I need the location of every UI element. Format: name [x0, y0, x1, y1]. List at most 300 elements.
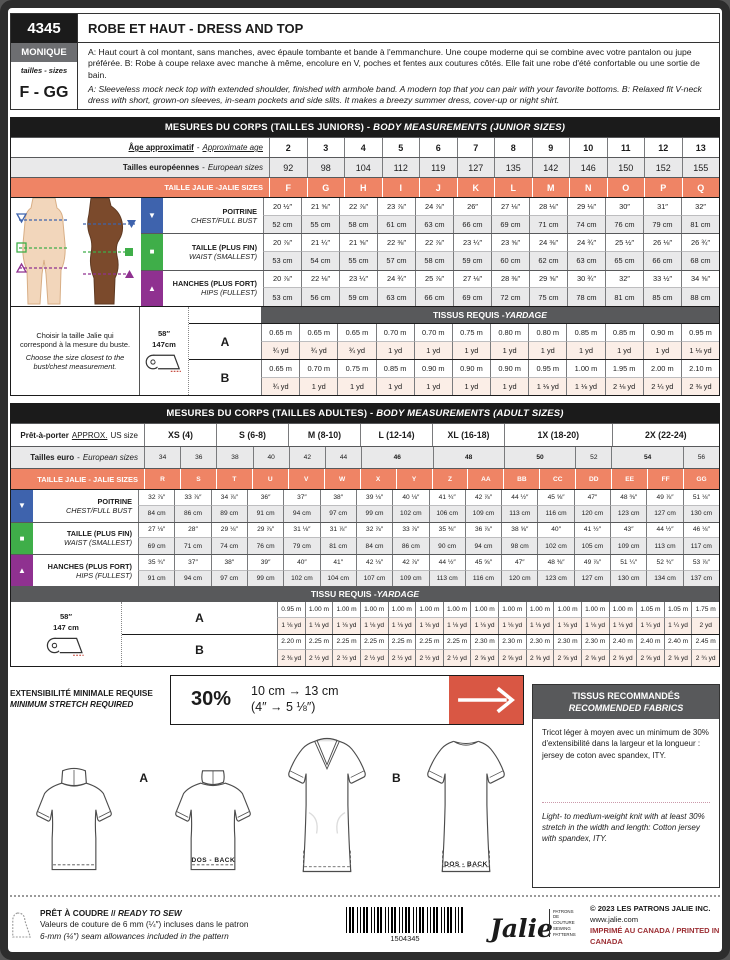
adult-view-a-meters-cell: 1.00 m [553, 602, 581, 618]
junior-view-b-meters-cell: 1.00 m [566, 360, 604, 378]
junior-hips-cm-cell: 56 cm [301, 288, 339, 306]
junior-chest-inches-cell: 30″ [605, 198, 643, 216]
junior-waist-inches-cell: 24 ⅜″ [529, 234, 567, 252]
adult-view-b-meters-cell: 2.25 m [388, 635, 416, 651]
view-b-back-label: DOS - BACK [444, 861, 488, 868]
adult-chest-inches-cell: 37″ [283, 490, 319, 506]
hips-label-en: HIPS (FULLEST) [201, 288, 257, 298]
junior-view-a-meters-cell: 0.80 m [528, 324, 566, 342]
junior-age-cell: 8 [494, 138, 532, 157]
fabrics-box-header [533, 685, 719, 719]
adult-waist-cm-cell: 74 cm [211, 538, 247, 554]
junior-chest-inches-cell: 22 ⅞″ [339, 198, 377, 216]
adult-chest-inches-cell: 36″ [247, 490, 283, 506]
junior-jalie-size-cell: G [307, 178, 345, 197]
waist-marker-icon [11, 523, 33, 554]
adult-hips-cm-cell: 123 cm [537, 571, 573, 587]
adult-hips-cm-cell: 127 cm [574, 571, 610, 587]
adult-chest-inches-cell: 51 ⅛″ [683, 490, 719, 506]
junior-waist-inches-cell: 23 ¼″ [453, 234, 491, 252]
adult-waist-cm-cell: 81 cm [320, 538, 356, 554]
junior-yardage-section [11, 306, 719, 395]
recommended-fabrics-box [532, 684, 720, 888]
adult-view-b-yards-cell: 2 ⅝ yd [581, 650, 609, 666]
adult-view-a-meters-cell: 1.75 m [691, 602, 719, 618]
adult-hips-cm-cell: 137 cm [683, 571, 719, 587]
adult-measurement-rows [11, 489, 719, 586]
adult-view-a-meters-cell: 1.00 m [415, 602, 443, 618]
adult-jalie-size-cell: X [360, 469, 396, 489]
junior-measurement-rows [11, 197, 719, 306]
adult-hips-inches-cell: 47″ [501, 555, 537, 571]
adult-jalie-size-cell: S [180, 469, 216, 489]
junior-waist-inches-cell: 26 ¾″ [681, 234, 719, 252]
junior-chest-cm-cell: 69 cm [491, 216, 529, 234]
adult-euro-label: Tailles euro - European sizes [30, 453, 138, 463]
adult-hips-inches-cell: 45 ⅝″ [465, 555, 501, 571]
adult-view-b-yards-cell: 2 ⅝ yd [636, 650, 664, 666]
adult-jalie-size-cell: EE [611, 469, 647, 489]
adult-hips-inches-cell: 39″ [247, 555, 283, 571]
view-b-back-drawing [416, 729, 516, 886]
page-title: ROBE ET HAUT - DRESS AND TOP [78, 14, 719, 43]
adult-hips-cm-cell: 94 cm [174, 571, 210, 587]
adult-us-size-cell: M (8-10) [288, 424, 360, 446]
garment-line-drawings [10, 725, 524, 888]
junior-waist-inches-cell: 23 ⅝″ [491, 234, 529, 252]
adult-view-b-meters-cell: 2.30 m [526, 635, 554, 651]
adult-chest-inches-cell: 33 ⅞″ [174, 490, 210, 506]
junior-waist-cm-cell: 65 cm [605, 252, 643, 270]
adult-hips-inches-cell: 42 ⅞″ [392, 555, 428, 571]
adult-chest-cm-cell: 97 cm [320, 506, 356, 522]
junior-age-cell: 10 [569, 138, 607, 157]
junior-jalie-size-cell: K [457, 178, 495, 197]
adult-view-a-meters-cell: 1.05 m [636, 602, 664, 618]
fabrics-title-fr: TISSUS RECOMMANDÉS [572, 691, 680, 701]
size-range: F - GG [19, 84, 69, 101]
description [78, 43, 719, 111]
adult-chest-inches-cell: 41 ¾″ [429, 490, 465, 506]
adult-waist-cm-cell: 84 cm [356, 538, 392, 554]
junior-view-a-yardage-row [189, 323, 719, 359]
adult-view-b-meters-cell: 2.25 m [360, 635, 388, 651]
fabric-roll-icon [46, 634, 86, 657]
junior-waist-inches-cell: 24 ¾″ [567, 234, 605, 252]
junior-hips-inches-cell: 23 ¼″ [339, 271, 377, 289]
adult-waist-cm-cell: 109 cm [610, 538, 646, 554]
junior-title-en: BODY MEASUREMENTS (JUNIOR SIZES) [373, 122, 566, 133]
waist-label-fr: TAILLE (PLUS FIN) [191, 242, 257, 252]
adult-view-a-meters-cell: 0.95 m [277, 602, 305, 618]
junior-view-a-meters-cell: 0.65 m [261, 324, 299, 342]
junior-age-cell: 11 [607, 138, 645, 157]
header [10, 13, 720, 110]
adult-chest-inches-cell: 44 ½″ [501, 490, 537, 506]
adult-chest-cm-cell: 91 cm [247, 506, 283, 522]
junior-view-a-yards-cell: ¾ yd [261, 342, 299, 360]
junior-chest-inches-cell: 29 ⅛″ [567, 198, 605, 216]
adult-view-a-yards-cell: 1 ⅛ yd [332, 618, 360, 634]
junior-jalie-size-cell: P [644, 178, 682, 197]
junior-age-cell: 6 [419, 138, 457, 157]
adult-title-en: BODY MEASUREMENTS (ADULT SIZES) [376, 408, 564, 420]
adult-view-a-meters-cell: 1.00 m [609, 602, 637, 618]
junior-view-b-yards-cell: 1 yd [299, 378, 337, 396]
fabric-width-inches: 58″ [157, 329, 171, 339]
junior-chest-inches-cell: 24 ⅞″ [415, 198, 453, 216]
junior-hips-cm-cell: 72 cm [491, 288, 529, 306]
junior-hips-cm-cell: 88 cm [681, 288, 719, 306]
junior-euro-size-cell: 112 [382, 158, 420, 177]
adult-waist-inches-cell: 40″ [537, 523, 573, 539]
adult-euro-size-cell: 54 [611, 447, 682, 468]
adult-chest-inches-cell: 38″ [320, 490, 356, 506]
junior-jalie-row [11, 177, 719, 197]
junior-view-b-meters-cell: 0.90 m [414, 360, 452, 378]
junior-waist-cm-cell: 62 cm [529, 252, 567, 270]
adult-measurements-table [10, 403, 720, 667]
junior-waist-cm-cell: 60 cm [491, 252, 529, 270]
adult-hips-inches-cell: 42 ⅛″ [356, 555, 392, 571]
junior-chest-cm-cell: 71 cm [529, 216, 567, 234]
adult-hips-inches-cell: 37″ [174, 555, 210, 571]
adult-waist-row: ■ TAILLE (PLUS FIN) WAIST (SMALLEST) 27 ⅛″ 28″ 29 ⅛″ 29 ⅞″ 31 ⅛″ 31 ⅞″ 32 ⅞″ 33 ⅞″ 35 ⅜″ 36 ⅞″ 38 ⅝″ 40″ 41 ½″ 43″ 44 ½″ 46 ⅛″ 69 cm 71 cm 74 cm 76 cm 79 cm 81 cm 84 cm 86 cm 90 cm 94 cm 98 cm 102 cm 105 cm 109 cm 113 cm 117 cm [11, 522, 719, 554]
junior-jalie-size-cell: F [269, 178, 307, 197]
adult-hips-cm-cell: 102 cm [283, 571, 319, 587]
adult-waist-inches-cell: 28″ [174, 523, 210, 539]
junior-waist-cm-cell: 63 cm [567, 252, 605, 270]
view-b-label: B [220, 370, 230, 385]
body-figures-drawing [11, 198, 141, 306]
adult-euro-size-cell: 44 [325, 447, 361, 468]
adult-view-b-yards-cell: 2 ⅝ yd [553, 650, 581, 666]
junior-waist-cm-cell: 53 cm [263, 252, 301, 270]
adult-view-b-meters-cell: 2.30 m [498, 635, 526, 651]
junior-view-a-yards-cell: 1 yd [643, 342, 681, 360]
view-b-front-drawing [277, 729, 377, 886]
junior-view-a-yards-cell: 1 ⅛ yd [681, 342, 719, 360]
adult-hips-cm-cell: 91 cm [138, 571, 174, 587]
adult-view-b-yards-cell: 2 ½ yd [305, 650, 333, 666]
junior-waist-cm-cell: 68 cm [681, 252, 719, 270]
adult-waist-inches-cell: 29 ⅛″ [211, 523, 247, 539]
adult-view-b-yards-cell: 2 ⅝ yd [664, 650, 692, 666]
adult-view-a-yards-cell: 1 ⅛ yd [443, 618, 471, 634]
adult-jalie-size-cell: T [216, 469, 252, 489]
adult-view-a-yards-cell: 1 ⅛ yd [609, 618, 637, 634]
junior-chest-inches-cell: 26″ [453, 198, 491, 216]
junior-hips-inches-cell: 32″ [605, 271, 643, 289]
adult-jalie-size-cell: GG [683, 469, 719, 489]
junior-view-b-yards-cell: 1 yd [414, 378, 452, 396]
adult-view-b-yards-cell: 2 ⅜ yd [277, 650, 305, 666]
adult-chest-cm-cell: 106 cm [429, 506, 465, 522]
model-name: MONIQUE [11, 43, 77, 62]
adult-chest-cm-cell: 130 cm [683, 506, 719, 522]
junior-view-a-meters-cell: 0.85 m [566, 324, 604, 342]
adult-hips-cm-cell: 130 cm [610, 571, 646, 587]
adult-hips-cm-cell: 107 cm [356, 571, 392, 587]
adult-chest-inches-cell: 34 ⅞″ [211, 490, 247, 506]
junior-hips-inches-cell: 33 ½″ [643, 271, 681, 289]
fabrics-title-en: RECOMMENDED FABRICS [568, 703, 684, 714]
junior-hips-cm-cell: 85 cm [643, 288, 681, 306]
size-selection-note [11, 307, 140, 395]
junior-table-title [11, 118, 719, 137]
junior-view-a-meters-cell: 0.70 m [414, 324, 452, 342]
adult-view-a-yards-cell: 1 ⅛ yd [470, 618, 498, 634]
adult-waist-cm-cell: 105 cm [574, 538, 610, 554]
jalie-logo-tagline: PATRONS DE COUTURE SEWING PATTERNS [549, 909, 580, 938]
junior-chest-cm-cell: 66 cm [453, 216, 491, 234]
adult-waist-inches-cell: 35 ⅜″ [429, 523, 465, 539]
adult-chest-inches-cell: 39 ⅛″ [356, 490, 392, 506]
junior-chest-cm-cell: 55 cm [301, 216, 339, 234]
stretch-arrow-icon [449, 676, 523, 724]
adult-view-b-yards-cell: 2 ⅝ yd [609, 650, 637, 666]
seam-allowance-en: 6-mm (¼″) seam allowances included in the pattern [40, 930, 229, 941]
adult-view-b-meters-cell: 2.25 m [443, 635, 471, 651]
stretch-label-en: MINIMUM STRETCH REQUIRED [10, 699, 134, 709]
junior-waist-inches-cell: 26 ⅛″ [643, 234, 681, 252]
adult-view-b-meters-cell: 2.25 m [305, 635, 333, 651]
junior-hips-cm-cell: 75 cm [529, 288, 567, 306]
junior-chest-cm-cell: 58 cm [339, 216, 377, 234]
junior-hips-inches-cell: 29 ⅝″ [529, 271, 567, 289]
adult-jalie-size-cell: U [252, 469, 288, 489]
junior-euro-size-cell: 152 [644, 158, 682, 177]
adult-jalie-size-cell: W [324, 469, 360, 489]
adult-jalie-size-cell: Y [396, 469, 432, 489]
adult-euro-size-cell: 42 [289, 447, 325, 468]
adult-view-b-meters-cell: 2.20 m [277, 635, 305, 651]
junior-view-a-meters-cell: 0.70 m [376, 324, 414, 342]
note-french: Choisir la taille Jalie qui correspond à la mesure du buste. [19, 331, 131, 350]
description-french: A: Haut court à col montant, sans manches, avec épaule tombante et bande à l'emmanchure. Une coupe moderne qui se combine avec votre pantalon ou jupe préférée. B: Robe à coupe relaxe avec manche à même, encolure en V, poches et fentes aux coutures côtés. Elle fait une robe d'été confortable ou une sortie de bain. [88, 47, 700, 80]
adult-waist-cm-cell: 113 cm [646, 538, 682, 554]
adult-view-a-yards-cell: 1 ⅛ yd [581, 618, 609, 634]
adult-euro-size-cell: 34 [144, 447, 180, 468]
adult-chest-inches-cell: 40 ⅛″ [392, 490, 428, 506]
junior-view-b-yards-cell: 2 ⅜ yd [681, 378, 719, 396]
jalie-logo: Jalie [490, 914, 553, 944]
adult-euro-size-cell: 56 [683, 447, 719, 468]
junior-hips-cm-cell: 66 cm [415, 288, 453, 306]
adult-us-size-cell: 2X (22-24) [612, 424, 720, 446]
adult-view-b-yards-cell: 2 ¾ yd [691, 650, 719, 666]
adult-jalie-size-cell: DD [575, 469, 611, 489]
junior-view-a-yards-cell: 1 yd [605, 342, 643, 360]
adult-view-a-meters-cell: 1.00 m [360, 602, 388, 618]
junior-jalie-size-cell: I [382, 178, 420, 197]
adult-view-a-meters-cell: 1.00 m [332, 602, 360, 618]
junior-waist-inches-cell: 22 ⅞″ [415, 234, 453, 252]
adult-jalie-size-cell: AA [467, 469, 503, 489]
fabrics-text-en: Light- to medium-weight knit with at least 30% stretch in the width and length: Cotton jersey with spandex, ITY. [542, 811, 705, 844]
junior-waist-cm-cell: 59 cm [453, 252, 491, 270]
adult-hips-cm-cell: 120 cm [501, 571, 537, 587]
junior-chest-cm-cell: 63 cm [415, 216, 453, 234]
footer [10, 895, 720, 947]
junior-waist-inches-cell: 20 ⅞″ [263, 234, 301, 252]
adult-waist-inches-cell: 46 ⅛″ [683, 523, 719, 539]
junior-hips-inches-cell: 25 ⅞″ [415, 271, 453, 289]
waist-label-en: WAIST (SMALLEST) [189, 251, 257, 261]
adult-view-b-yards-cell: 2 ⅝ yd [526, 650, 554, 666]
junior-chest-cm-cell: 79 cm [643, 216, 681, 234]
adult-jalie-size-cell: CC [539, 469, 575, 489]
junior-age-cell: 12 [644, 138, 682, 157]
junior-view-a-yards-cell: 1 yd [566, 342, 604, 360]
junior-hips-cm-cell: 53 cm [263, 288, 301, 306]
adult-hips-cm-cell: 116 cm [465, 571, 501, 587]
junior-view-a-yards-cell: ¾ yd [337, 342, 375, 360]
adult-view-b-meters-cell: 2.30 m [553, 635, 581, 651]
junior-hips-inches-cell: 24 ¾″ [377, 271, 415, 289]
adult-view-b-yards-cell: 2 ½ yd [360, 650, 388, 666]
adult-hips-cm-cell: 104 cm [320, 571, 356, 587]
adult-hips-inches-cell: 52 ¾″ [646, 555, 682, 571]
adult-view-a-meters-cell: 1.00 m [526, 602, 554, 618]
adult-us-size-cell: L (12-14) [360, 424, 432, 446]
adult-euro-size-cell: 40 [253, 447, 289, 468]
waist-marker-icon [141, 234, 163, 269]
adult-view-a-meters-cell: 1.00 m [305, 602, 333, 618]
view-b-letter: B [391, 770, 401, 785]
view-b-label: B [195, 643, 204, 658]
junior-view-a-meters-cell: 0.65 m [299, 324, 337, 342]
junior-age-cell: 4 [344, 138, 382, 157]
adult-chest-cm-cell: 86 cm [174, 506, 210, 522]
junior-chest-inches-cell: 28 ⅛″ [529, 198, 567, 216]
website: www.jalie.com [589, 915, 639, 924]
junior-age-cell: 3 [307, 138, 345, 157]
junior-view-a-meters-cell: 0.85 m [605, 324, 643, 342]
adult-view-b-meters-cell: 2.45 m [691, 635, 719, 651]
adult-waist-inches-cell: 32 ⅞″ [356, 523, 392, 539]
adult-jalie-size-cell: V [288, 469, 324, 489]
adult-view-a-yards-cell: 1 ⅛ yd [498, 618, 526, 634]
junior-euro-row [11, 157, 719, 177]
junior-measurement-block [141, 198, 719, 306]
adult-jalie-row [11, 468, 719, 489]
barcode-number: 1504345 [390, 934, 420, 943]
junior-chest-cm-cell: 52 cm [263, 216, 301, 234]
adult-chest-cm-cell: 123 cm [610, 506, 646, 522]
junior-view-b-yards-cell: 1 ⅛ yd [528, 378, 566, 396]
junior-view-b-yards-cell: 1 yd [337, 378, 375, 396]
adult-fabric-width-cell: 58″ 147 cm [11, 602, 122, 666]
adult-view-a-yards-cell: 1 ⅛ yd [553, 618, 581, 634]
junior-view-a-meters-cell: 0.75 m [452, 324, 490, 342]
adult-view-a-meters-cell: 1.00 m [581, 602, 609, 618]
junior-yardage-title: TISSUS REQUIS - YARDAGE [261, 307, 719, 323]
adult-chest-inches-cell: 45 ⅝″ [537, 490, 573, 506]
adult-waist-cm-cell: 86 cm [392, 538, 428, 554]
adult-chest-cm-cell: 84 cm [138, 506, 174, 522]
adult-chest-cm-cell: 127 cm [646, 506, 682, 522]
adult-waist-cm-cell: 90 cm [429, 538, 465, 554]
junior-waist-cm-cell: 66 cm [643, 252, 681, 270]
junior-view-a-yards-cell: 1 yd [414, 342, 452, 360]
adult-hips-row: ▲ HANCHES (PLUS FORT) HIPS (FULLEST) 35 ¾″ 37″ 38″ 39″ 40″ 41″ 42 ⅛″ 42 ⅞″ 44 ½″ 45 ⅝″ 47″ 48 ⅜″ 49 ⅞″ 51 ¼″ 52 ¾″ 53 ⅞″ 91 cm 94 cm 97 cm 99 cm 102 cm 104 cm 107 cm 109 cm 113 cm 116 cm 120 cm 123 cm 127 cm 130 cm 134 cm 137 cm [11, 554, 719, 586]
junior-hips-inches-cell: 20 ⅞″ [263, 271, 301, 289]
junior-euro-size-cell: 104 [344, 158, 382, 177]
adult-chest-cm-cell: 99 cm [356, 506, 392, 522]
view-a-letter: A [139, 770, 148, 785]
junior-chest-cm-cell: 81 cm [681, 216, 719, 234]
adult-view-a-meters-cell: 1.00 m [443, 602, 471, 618]
junior-view-b-meters-cell: 0.65 m [261, 360, 299, 378]
junior-hips-inches-cell: 30 ¾″ [567, 271, 605, 289]
stretch-label-fr: EXTENSIBILITÉ MINIMALE REQUISE [10, 688, 153, 698]
adult-euro-size-cell: 50 [504, 447, 575, 468]
junior-waist-inches-cell: 21 ⅝″ [339, 234, 377, 252]
junior-view-b-meters-cell: 2.00 m [643, 360, 681, 378]
junior-euro-size-cell: 98 [307, 158, 345, 177]
junior-waist-cm-cell: 58 cm [415, 252, 453, 270]
junior-waist-cm-cell: 57 cm [377, 252, 415, 270]
junior-view-b-yards-cell: 1 yd [452, 378, 490, 396]
adult-hips-cm-cell: 99 cm [247, 571, 283, 587]
adult-view-b-meters-cell: 2.40 m [636, 635, 664, 651]
adult-chest-cm-cell: 120 cm [574, 506, 610, 522]
junior-view-b-yards-cell: ¾ yd [261, 378, 299, 396]
adult-view-a-meters-cell: 1.05 m [664, 602, 692, 618]
hips-marker-icon [141, 271, 163, 306]
junior-waist-cm-cell: 55 cm [339, 252, 377, 270]
junior-jalie-size-cell: M [532, 178, 570, 197]
junior-chest-row [141, 198, 719, 233]
note-english: Choose the size closest to the bust/chest measurement. [25, 352, 125, 371]
adult-euro-row [11, 446, 719, 468]
adult-euro-size-cell: 36 [180, 447, 216, 468]
junior-jalie-label: TAILLE JALIE -JALIE SIZES [164, 183, 263, 192]
junior-age-cell: 5 [382, 138, 420, 157]
seam-allowance-fr: Valeurs de couture de 6 mm (¼″) incluses dans le patron [40, 919, 249, 930]
fabric-width-cm: 147cm [152, 340, 176, 350]
junior-view-a-yards-cell: 1 yd [528, 342, 566, 360]
stretch-percent: 30% [190, 688, 232, 710]
adult-view-a-yards-cell: 1 ⅛ yd [305, 618, 333, 634]
junior-view-a-meters-cell: 0.80 m [490, 324, 528, 342]
chest-marker-icon [141, 198, 163, 233]
adult-hips-inches-cell: 40″ [283, 555, 319, 571]
junior-hips-inches-cell: 27 ⅛″ [453, 271, 491, 289]
adult-waist-inches-cell: 31 ⅞″ [320, 523, 356, 539]
adult-waist-inches-cell: 38 ⅝″ [501, 523, 537, 539]
junior-view-b-meters-cell: 0.95 m [528, 360, 566, 378]
junior-jalie-size-cell: O [607, 178, 645, 197]
adult-view-a-yardage-row [122, 602, 719, 633]
adult-jalie-size-cell: R [144, 469, 180, 489]
adult-chest-cm-cell: 116 cm [537, 506, 573, 522]
view-a-label: A [195, 610, 204, 625]
ready-to-sew-line: PRÊT À COUDRE // READY TO SEW [40, 908, 182, 919]
hips-marker-icon [11, 555, 33, 586]
sizes-label: tailles - sizes [20, 66, 68, 75]
adult-euro-size-cell: 46 [361, 447, 432, 468]
adult-waist-cm-cell: 79 cm [283, 538, 319, 554]
adult-us-size-cell: XL (16-18) [432, 424, 504, 446]
junior-chest-inches-cell: 32″ [681, 198, 719, 216]
adult-waist-inches-cell: 27 ⅛″ [138, 523, 174, 539]
adult-view-a-yards-cell: 1 ⅛ yd [277, 618, 305, 634]
adult-view-b-meters-cell: 2.25 m [415, 635, 443, 651]
adult-waist-cm-cell: 71 cm [174, 538, 210, 554]
junior-waist-inches-cell: 25 ½″ [605, 234, 643, 252]
